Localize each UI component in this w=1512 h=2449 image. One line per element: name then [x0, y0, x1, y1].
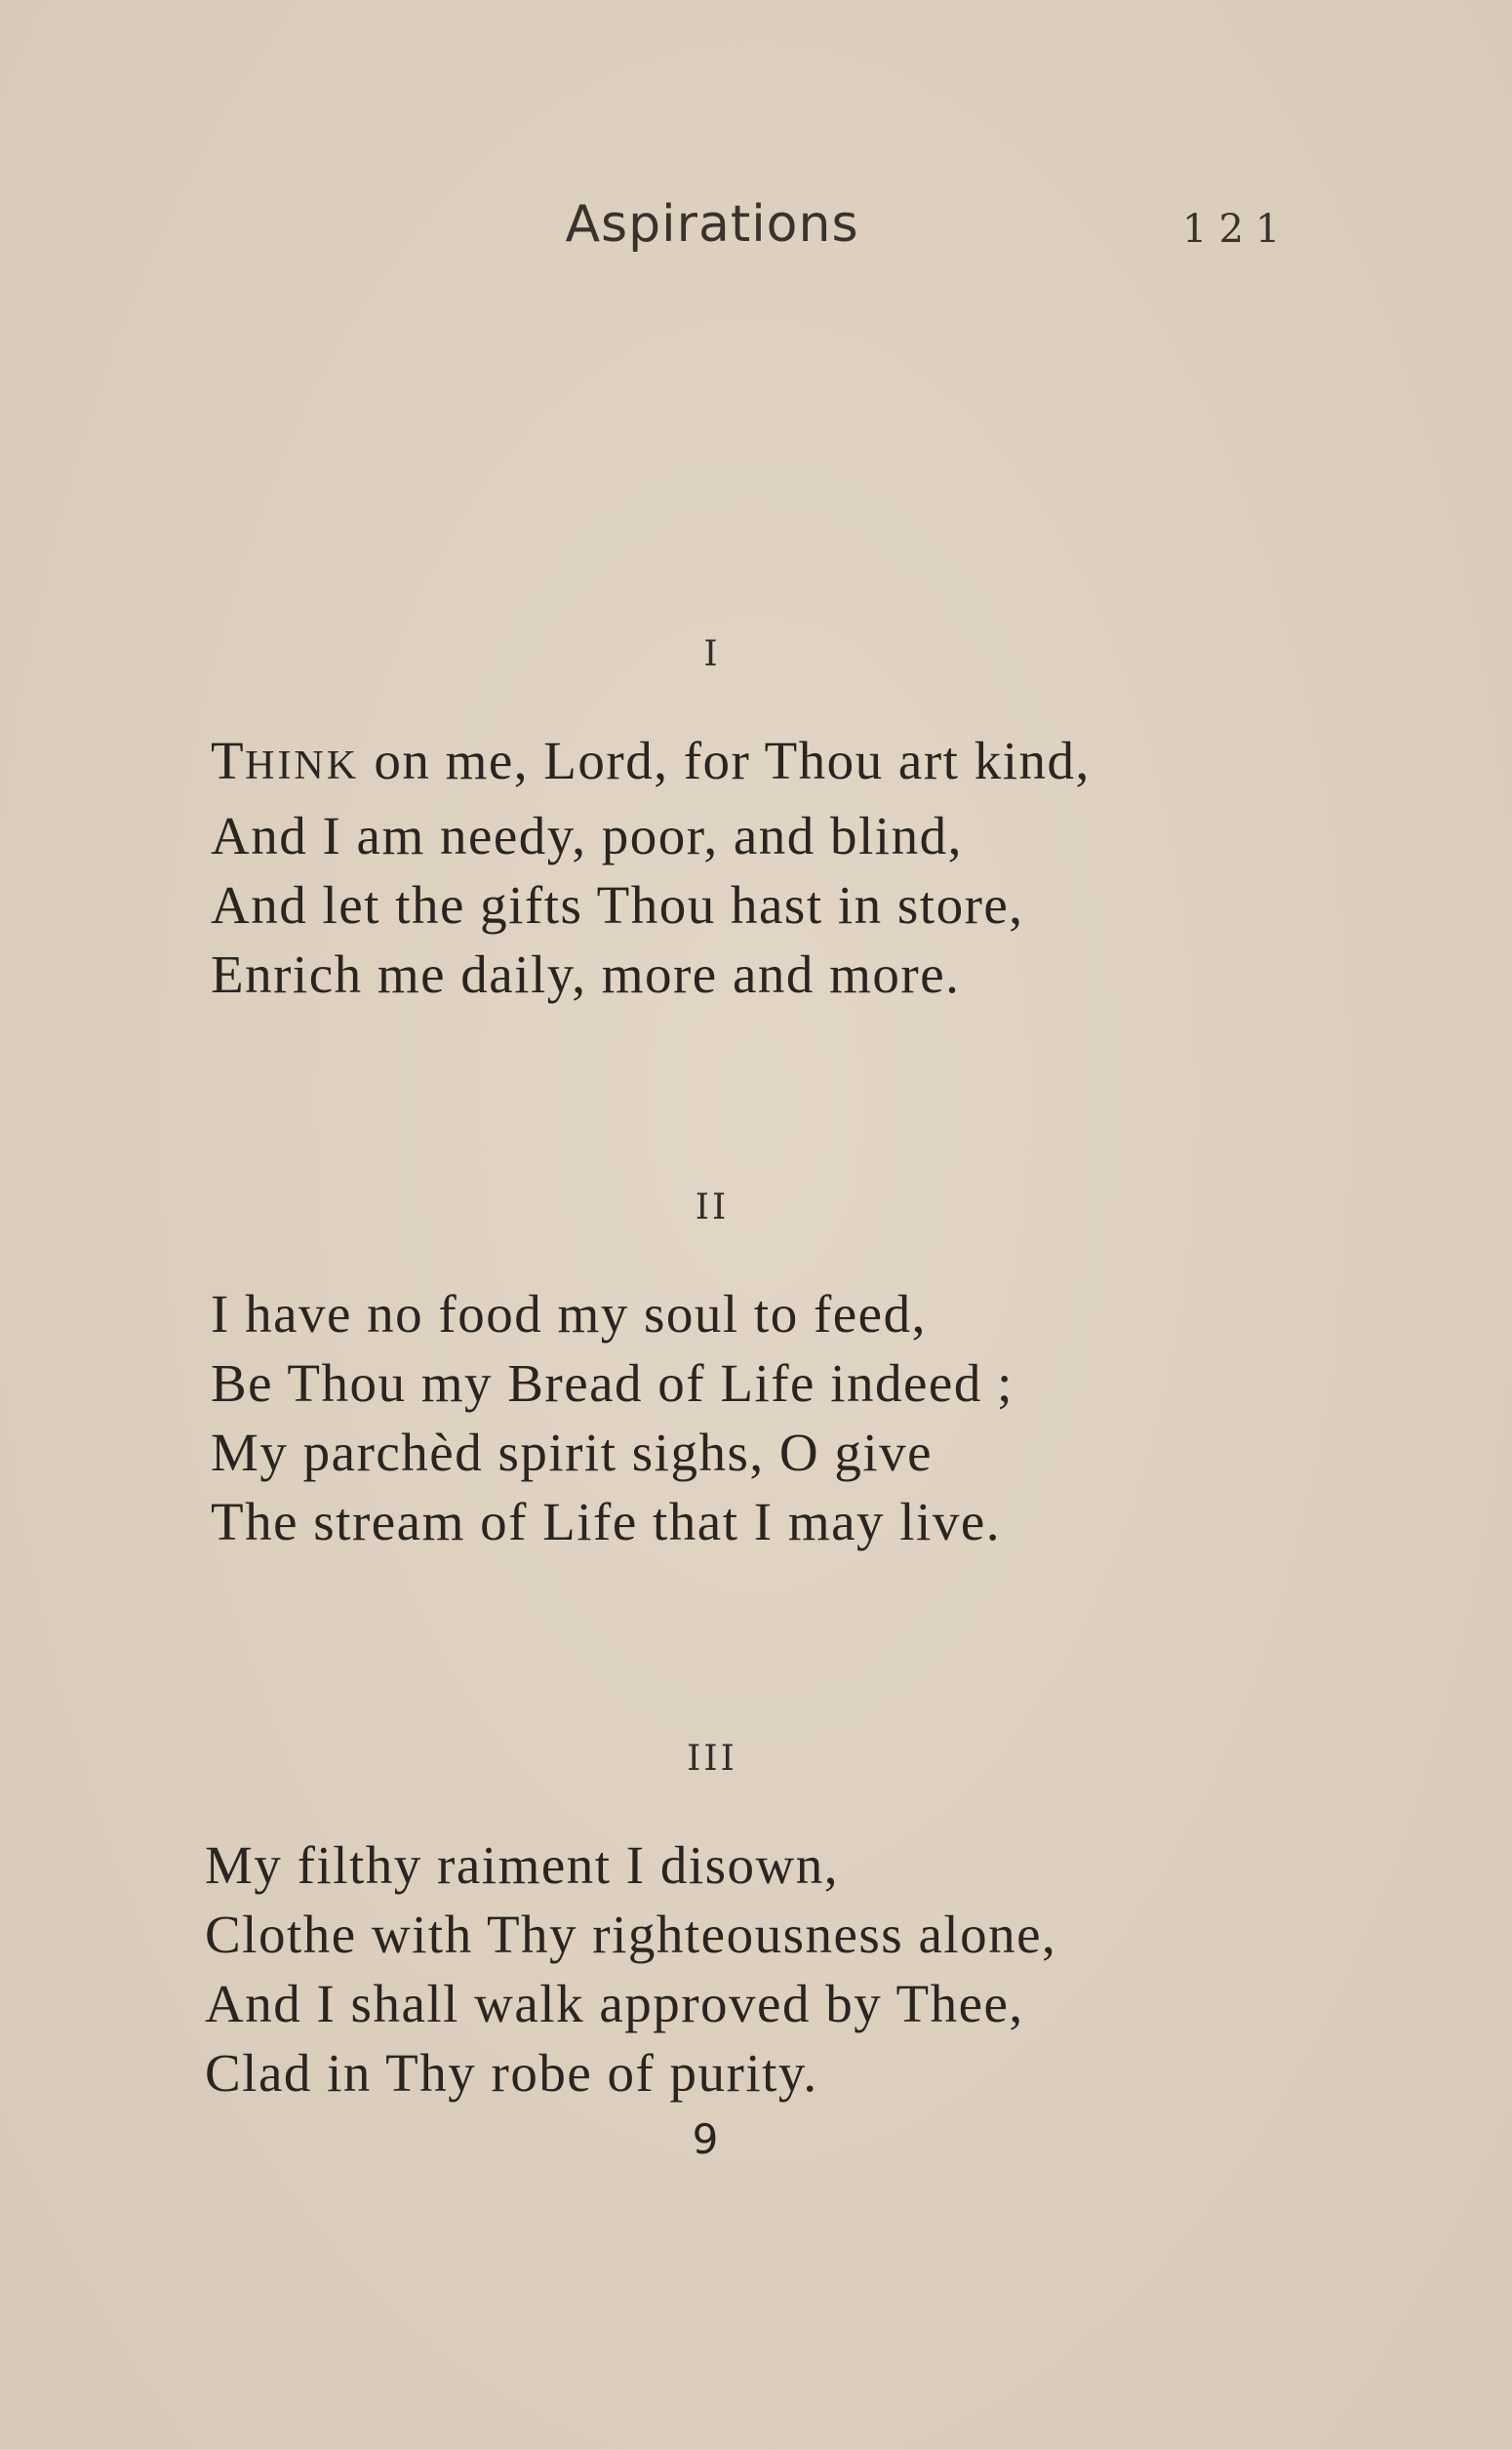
signature-mark: 9	[692, 2115, 719, 2163]
running-title: Aspirations	[565, 195, 859, 254]
stanza	[211, 726, 1381, 1009]
stanza-line: Clothe with Thy righteousness alone,	[205, 1905, 1057, 1964]
stanza-line: And I shall walk approved by Thee,	[205, 1974, 1024, 2033]
page-number: 121	[1182, 207, 1293, 252]
stanza-line: Be Thou my Bread of Life indeed ;	[211, 1353, 1014, 1413]
stanza-line: And I am needy, poor, and blind,	[211, 806, 963, 865]
stanza-numeral: I	[703, 634, 721, 674]
page-header	[0, 195, 1512, 263]
stanza-numeral: III	[687, 1739, 737, 1779]
stanza-line: My parchèd spirit sighs, O give	[211, 1423, 934, 1482]
stanza-line: The stream of Life that I may live.	[211, 1492, 1001, 1551]
stanza-line: And let the gifts Thou hast in store,	[211, 875, 1024, 935]
stanza	[211, 1279, 1381, 1556]
stanza	[205, 1830, 1375, 2108]
stanza-line: I have no food my soul to feed,	[211, 1284, 927, 1344]
stanza-line: THINK on me, Lord, for Thou art kind,	[211, 731, 1091, 790]
stanza-numeral: II	[695, 1187, 730, 1227]
stanza-line: Clad in Thy robe of purity.	[205, 2043, 818, 2103]
stanza-line: My filthy raiment I disown,	[205, 1835, 840, 1895]
stanza-line: Enrich me daily, more and more.	[211, 944, 961, 1004]
